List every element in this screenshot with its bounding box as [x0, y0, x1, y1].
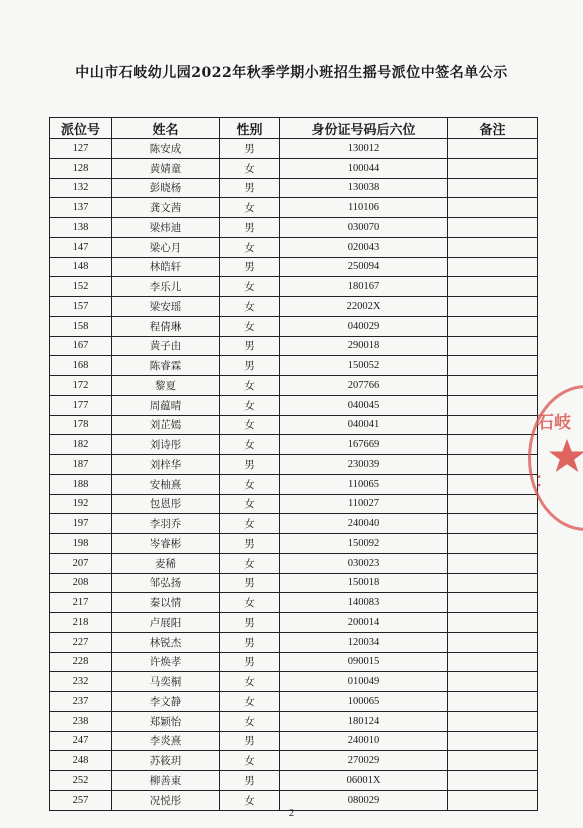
cell-gender: 女: [220, 158, 280, 178]
cell-name: 李羽乔: [112, 514, 220, 534]
table-row: [50, 514, 538, 534]
cell-gender: 男: [220, 731, 280, 751]
cell-gender: 男: [220, 534, 280, 554]
cell-id-last-six: 100044: [280, 158, 448, 178]
table-row: [50, 553, 538, 573]
cell-remarks: [448, 692, 538, 712]
cell-lottery-number: 138: [50, 218, 112, 238]
cell-id-last-six: 080029: [280, 790, 448, 810]
cell-id-last-six: 240040: [280, 514, 448, 534]
header-id-last-six: 身份证号码后六位: [280, 118, 448, 139]
cell-remarks: [448, 178, 538, 198]
cell-lottery-number: 177: [50, 395, 112, 415]
cell-name: 李乐儿: [112, 277, 220, 297]
cell-lottery-number: 167: [50, 336, 112, 356]
cell-gender: 女: [220, 237, 280, 257]
cell-gender: 女: [220, 711, 280, 731]
cell-id-last-six: 030070: [280, 218, 448, 238]
cell-remarks: [448, 771, 538, 791]
cell-id-last-six: 230039: [280, 455, 448, 475]
seal-star-icon: [547, 438, 583, 474]
cell-id-last-six: 140083: [280, 593, 448, 613]
cell-remarks: [448, 534, 538, 554]
cell-name: 黎夏: [112, 376, 220, 396]
table-row: [50, 692, 538, 712]
cell-lottery-number: 198: [50, 534, 112, 554]
cell-remarks: [448, 593, 538, 613]
cell-name: 黄婧童: [112, 158, 220, 178]
cell-id-last-six: 110065: [280, 474, 448, 494]
table-row: [50, 198, 538, 218]
cell-lottery-number: 228: [50, 652, 112, 672]
cell-remarks: [448, 573, 538, 593]
cell-lottery-number: 208: [50, 573, 112, 593]
cell-name: 麦稀: [112, 553, 220, 573]
table-row: [50, 771, 538, 791]
cell-remarks: [448, 218, 538, 238]
cell-gender: 女: [220, 751, 280, 771]
cell-remarks: [448, 415, 538, 435]
cell-lottery-number: 168: [50, 356, 112, 376]
cell-lottery-number: 192: [50, 494, 112, 514]
cell-lottery-number: 252: [50, 771, 112, 791]
table-row: [50, 474, 538, 494]
cell-id-last-six: 110027: [280, 494, 448, 514]
cell-lottery-number: 217: [50, 593, 112, 613]
cell-lottery-number: 128: [50, 158, 112, 178]
cell-gender: 男: [220, 573, 280, 593]
cell-id-last-six: 130012: [280, 139, 448, 159]
cell-lottery-number: 257: [50, 790, 112, 810]
cell-lottery-number: 127: [50, 139, 112, 159]
cell-gender: 女: [220, 415, 280, 435]
cell-lottery-number: 132: [50, 178, 112, 198]
cell-lottery-number: 238: [50, 711, 112, 731]
header-name: 姓名: [112, 118, 220, 139]
cell-remarks: [448, 731, 538, 751]
header-gender: 性别: [220, 118, 280, 139]
cell-gender: 男: [220, 652, 280, 672]
table-row: [50, 356, 538, 376]
cell-remarks: [448, 474, 538, 494]
cell-name: 梁心月: [112, 237, 220, 257]
cell-gender: 男: [220, 455, 280, 475]
cell-gender: 女: [220, 553, 280, 573]
table-row: [50, 139, 538, 159]
cell-lottery-number: 178: [50, 415, 112, 435]
cell-lottery-number: 137: [50, 198, 112, 218]
cell-id-last-six: 22002X: [280, 297, 448, 317]
cell-name: 黄子由: [112, 336, 220, 356]
cell-remarks: [448, 237, 538, 257]
cell-remarks: [448, 632, 538, 652]
cell-remarks: [448, 277, 538, 297]
cell-gender: 男: [220, 771, 280, 791]
cell-lottery-number: 187: [50, 455, 112, 475]
cell-gender: 男: [220, 178, 280, 198]
seal-text: 石岐: [537, 413, 571, 433]
cell-name: 包恩彤: [112, 494, 220, 514]
cell-remarks: [448, 672, 538, 692]
cell-gender: 女: [220, 474, 280, 494]
cell-gender: 男: [220, 613, 280, 633]
cell-name: 况悦彤: [112, 790, 220, 810]
table-row: [50, 751, 538, 771]
table-row: [50, 435, 538, 455]
cell-gender: 女: [220, 277, 280, 297]
cell-remarks: [448, 711, 538, 731]
cell-remarks: [448, 139, 538, 159]
cell-gender: 女: [220, 692, 280, 712]
cell-id-last-six: 040045: [280, 395, 448, 415]
cell-remarks: [448, 751, 538, 771]
cell-name: 周蕴晴: [112, 395, 220, 415]
cell-lottery-number: 218: [50, 613, 112, 633]
cell-gender: 女: [220, 198, 280, 218]
cell-remarks: [448, 356, 538, 376]
cell-name: 陈安成: [112, 139, 220, 159]
table-row: [50, 415, 538, 435]
cell-lottery-number: 247: [50, 731, 112, 751]
cell-id-last-six: 040041: [280, 415, 448, 435]
table-row: [50, 277, 538, 297]
cell-gender: 女: [220, 376, 280, 396]
cell-gender: 男: [220, 257, 280, 277]
cell-remarks: [448, 395, 538, 415]
cell-lottery-number: 197: [50, 514, 112, 534]
cell-name: 李炎熹: [112, 731, 220, 751]
cell-name: 林皓轩: [112, 257, 220, 277]
cell-id-last-six: 270029: [280, 751, 448, 771]
cell-name: 彭晓杨: [112, 178, 220, 198]
cell-gender: 男: [220, 356, 280, 376]
cell-lottery-number: 147: [50, 237, 112, 257]
cell-name: 郑颖怡: [112, 711, 220, 731]
cell-gender: 女: [220, 593, 280, 613]
page-number: 2: [289, 808, 294, 819]
cell-gender: 女: [220, 297, 280, 317]
cell-remarks: [448, 198, 538, 218]
table-row: [50, 158, 538, 178]
cell-id-last-six: 180167: [280, 277, 448, 297]
cell-name: 卢展阳: [112, 613, 220, 633]
cell-name: 梁安瑶: [112, 297, 220, 317]
cell-id-last-six: 030023: [280, 553, 448, 573]
table-row: [50, 534, 538, 554]
cell-id-last-six: 090015: [280, 652, 448, 672]
cell-gender: 女: [220, 316, 280, 336]
cell-lottery-number: 188: [50, 474, 112, 494]
table-row: [50, 573, 538, 593]
table-row: [50, 316, 538, 336]
cell-lottery-number: 237: [50, 692, 112, 712]
cell-id-last-six: 06001X: [280, 771, 448, 791]
document-title: 中山市石岐幼儿园2022年秋季学期小班招生摇号派位中签名单公示: [75, 65, 508, 81]
table-row: [50, 237, 538, 257]
cell-remarks: [448, 297, 538, 317]
cell-gender: 女: [220, 435, 280, 455]
cell-remarks: [448, 336, 538, 356]
cell-name: 刘梓华: [112, 455, 220, 475]
cell-id-last-six: 290018: [280, 336, 448, 356]
table-row: [50, 336, 538, 356]
cell-id-last-six: 020043: [280, 237, 448, 257]
cell-id-last-six: 110106: [280, 198, 448, 218]
cell-id-last-six: 130038: [280, 178, 448, 198]
table-row: [50, 178, 538, 198]
cell-name: 安柚熹: [112, 474, 220, 494]
cell-gender: 女: [220, 395, 280, 415]
cell-remarks: [448, 455, 538, 475]
cell-gender: 女: [220, 672, 280, 692]
lottery-result-table: [49, 117, 538, 811]
cell-id-last-six: 010049: [280, 672, 448, 692]
cell-gender: 男: [220, 218, 280, 238]
table-row: [50, 652, 538, 672]
table-row: [50, 711, 538, 731]
cell-id-last-six: 150052: [280, 356, 448, 376]
cell-id-last-six: 250094: [280, 257, 448, 277]
cell-name: 程倩琳: [112, 316, 220, 336]
cell-remarks: [448, 652, 538, 672]
cell-remarks: [448, 613, 538, 633]
table-row: [50, 376, 538, 396]
cell-gender: 女: [220, 514, 280, 534]
cell-gender: 男: [220, 336, 280, 356]
cell-name: 邹弘扬: [112, 573, 220, 593]
table-row: [50, 297, 538, 317]
cell-lottery-number: 158: [50, 316, 112, 336]
cell-lottery-number: 172: [50, 376, 112, 396]
cell-remarks: [448, 494, 538, 514]
cell-name: 许焕孝: [112, 652, 220, 672]
cell-id-last-six: 120034: [280, 632, 448, 652]
cell-lottery-number: 248: [50, 751, 112, 771]
cell-name: 苏筱玥: [112, 751, 220, 771]
cell-name: 刘诗彤: [112, 435, 220, 455]
cell-name: 柳善東: [112, 771, 220, 791]
cell-name: 林锐杰: [112, 632, 220, 652]
header-remarks: 备注: [448, 118, 538, 139]
table-body: [50, 139, 538, 811]
cell-id-last-six: 200014: [280, 613, 448, 633]
cell-lottery-number: 232: [50, 672, 112, 692]
cell-lottery-number: 227: [50, 632, 112, 652]
cell-id-last-six: 240010: [280, 731, 448, 751]
table-row: [50, 632, 538, 652]
cell-id-last-six: 167669: [280, 435, 448, 455]
table-row: [50, 494, 538, 514]
cell-remarks: [448, 158, 538, 178]
cell-gender: 女: [220, 494, 280, 514]
cell-name: 陈睿霖: [112, 356, 220, 376]
cell-lottery-number: 207: [50, 553, 112, 573]
cell-name: 刘芷嫣: [112, 415, 220, 435]
cell-lottery-number: 152: [50, 277, 112, 297]
table-row: [50, 455, 538, 475]
cell-id-last-six: 150018: [280, 573, 448, 593]
cell-remarks: [448, 257, 538, 277]
cell-name: 龚文茜: [112, 198, 220, 218]
table-row: [50, 257, 538, 277]
cell-name: 李文静: [112, 692, 220, 712]
seal-marks: ⁚: [537, 474, 542, 490]
cell-name: 马奕桐: [112, 672, 220, 692]
cell-name: 梁炜迪: [112, 218, 220, 238]
cell-lottery-number: 182: [50, 435, 112, 455]
cell-name: 秦以情: [112, 593, 220, 613]
cell-remarks: [448, 316, 538, 336]
cell-id-last-six: 150092: [280, 534, 448, 554]
cell-remarks: [448, 435, 538, 455]
table-row: [50, 395, 538, 415]
cell-gender: 男: [220, 632, 280, 652]
table-row: [50, 672, 538, 692]
cell-id-last-six: 180124: [280, 711, 448, 731]
cell-remarks: [448, 514, 538, 534]
cell-lottery-number: 157: [50, 297, 112, 317]
cell-remarks: [448, 376, 538, 396]
table-row: [50, 613, 538, 633]
cell-id-last-six: 207766: [280, 376, 448, 396]
cell-gender: 男: [220, 139, 280, 159]
table-row: [50, 731, 538, 751]
cell-id-last-six: 100065: [280, 692, 448, 712]
cell-name: 岑睿彬: [112, 534, 220, 554]
cell-lottery-number: 148: [50, 257, 112, 277]
cell-remarks: [448, 553, 538, 573]
table-header-row: [50, 118, 538, 139]
header-lottery-number: 派位号: [50, 118, 112, 139]
cell-gender: 女: [220, 790, 280, 810]
cell-id-last-six: 040029: [280, 316, 448, 336]
table-row: [50, 218, 538, 238]
table-row: [50, 593, 538, 613]
